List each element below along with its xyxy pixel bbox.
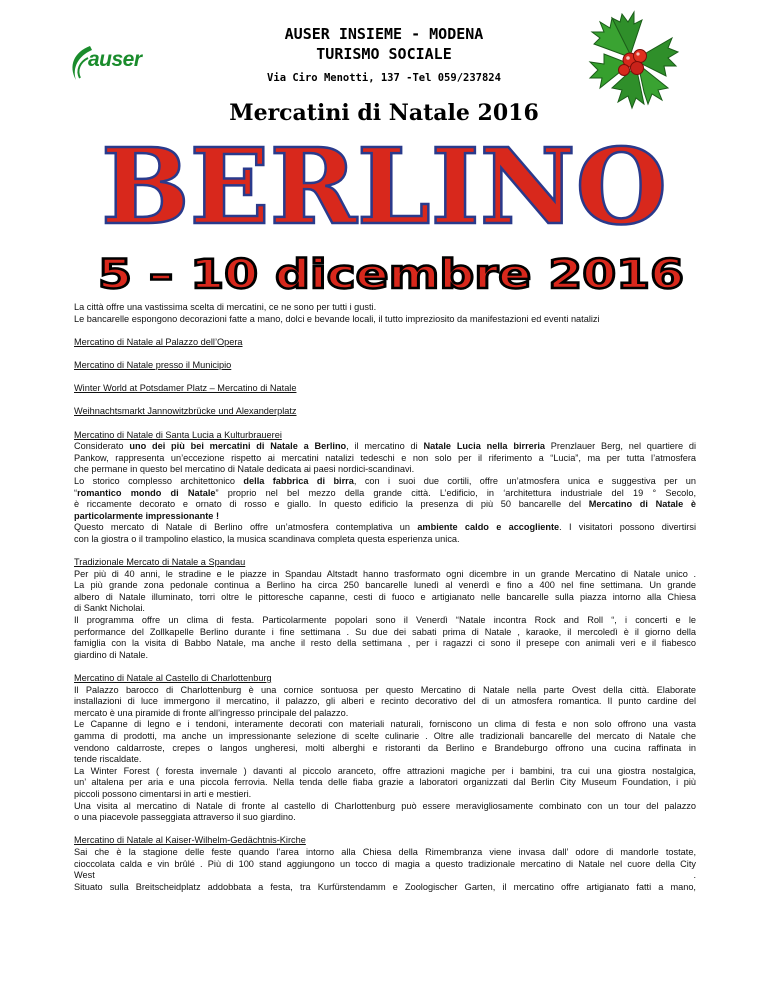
section-title: Mercatino di Natale di Santa Lucia a Kulturbrauerei [74,429,282,440]
section-title: Mercatino di Natale al Kaiser-Wilhelm-Gedächtnis-Kirche [74,835,306,846]
city-name: BERLINO [101,135,667,235]
paragraph-line: Per più di 40 anni, le stradine e le piazze in Spandau Altstadt hanno trasformato ogni dicembre in un grande Mercatino di Natale unico . [74,568,696,579]
paragraph-line: che permane in questo bel mercatino di Natale dedicata ai paesi nordici-scandinavi. [74,464,415,475]
intro-line: La città offre una vastissima scelta di mercatini, ce ne sono per tutti i gusti. [74,302,377,312]
section-title: Mercatino di Natale al Palazzo dell’Opera [74,336,243,347]
paragraph-line: Questo mercato di Natale di Berlino offre un’atmosfera contemplativa un ambiente caldo e accogliente. I visitatori possono divertirsi [74,522,696,533]
logo-text: auser [88,48,142,71]
paragraph-line: Lo storico complesso architettonico della fabbrica di birra, con i suoi due cortili, offre un’atmosfera unica e suggestiva per un [74,475,696,486]
paragraph-line: albero di Natale illuminato, torri oltre le pittoresche capanne, cesti di fuoco e artigianato nelle bancarelle sulla piazza intorno alla Chiesa [74,591,696,602]
paragraph-line: mercato è una piramide di fronte all’ingresso principale del palazzo. [74,707,349,718]
section-title: Tradizionale Mercato di Natale a Spandau [74,557,246,568]
paragraph-line: cioccolata calda e vin brûlé . Più di 100 stand aggiungono un tocco di magia a questo tradizionale mercatino di Natale nel cuore della City [74,858,696,869]
section-title: Mercatino di Natale presso il Municipio [74,359,232,370]
header-block [200,25,568,88]
paragraph-line: Una visita al mercatino di Natale di fronte al castello di Charlottenburg può essere meravigliosamente combinato con un tour del palazzo [74,800,696,811]
paragraph-line: Sai che è la stagione delle feste quando l’area intorno alla Chiesa della Rimembranza viene invasa dall’ odore di mandorle tostate, [74,846,696,857]
org-address: Via Ciro Menotti, 137 -Tel 059/237824 [267,72,501,84]
intro-line: Le bancarelle espongono decorazioni fatte a mano, dolci e bevande locali, il tutto impreziosito da manifestazioni ed eventi natalizi [74,313,600,324]
section-title: Winter World at Potsdamer Platz – Mercatino di Natale [74,383,297,394]
paragraph-line: La Winter Forest ( foresta invernale ) davanti al piccolo aranceto, offre attrazioni magiche per i bambini, tra cui una giostra nostalgica, [74,765,696,776]
paragraph-line: “romantico mondo di Natale” proprio nel bel mezzo della grande città. L’edificio, in ‘architettura industriale del 19 ° Secolo, [74,487,696,498]
paragraph-line: Il Palazzo barocco di Charlottenburg è una cornice sontuosa per questo Mercatino di Natale nella parte Ovest della città. Elaborate [74,684,696,695]
paragraph-line: famiglia con la visita di Babbo Natale, ma anche il resto della settimana , per i ragazzi ci sono il presepe con animali veri e il fiabesco [74,638,696,649]
paragraph-line: La più grande zona pedonale continua a Berlino ha circa 250 bancarelle lunedì al venerdì e fino a 400 nel fine settimana. Un grande [74,580,696,591]
city-wordart [98,135,670,235]
document-body [74,302,696,893]
paragraph-line: performance del Zollkapelle Berlino durante i fine settimana . Su due dei sabati prima di Natale , karaoke, il mercoledì è il giorno della [74,626,696,637]
paragraph-line: particolarmente impressionante ! [74,510,219,521]
paragraph-line: è riccamente decorato e ornato di rosso e giallo. In questo edificio la presenza di più 50 bancarelle del Mercatino di Natale è [74,499,697,510]
paragraph-line: giardino di Natale. [74,649,149,660]
dates-wordart [98,248,698,298]
paragraph-line: West . [74,870,696,881]
paragraph-line: gamma di prodotti, ma anche un impressionante selezione di scelte culinarie . Oltre alle tradizionali bancarelle del mercato di Natale che [74,730,696,741]
paragraph-line: Il programma offre un clima di festa. Particolarmente popolari sono il Venerdì “Natale incontra Rock and Roll “, i concerti e le [74,615,696,626]
paragraph-line: di Sankt Nicholai. [74,603,145,614]
paragraph-line: o una piacevole passeggiata attraverso il suo giardino. [74,812,296,823]
page-title: Mercatini di Natale 2016 [229,100,539,126]
paragraph-line: Pankow, rappresenta un’eccezione rispetto ai mercatini natalizi tedeschi e non solo per il riferimento a “Lucia”, ma per tutta l’atmosfera [74,452,696,463]
paragraph-line: Le Capanne di legno e i tendoni, interamente decorati con materiali naturali, forniscono un clima di festa e non solo offrono una vasta [74,719,696,730]
paragraph-line: piccoli possono cimentarsi in arti e mestieri. [74,788,252,799]
event-dates: 5 – 10 dicembre 2016 [98,252,684,298]
org-name: AUSER INSIEME - MODENA [284,25,484,43]
paragraph-line: un’ altalena per aria e una piccola ferrovia. Nella tenda delle fiaba grazie a laboratori organizzati dal Berlin City Museum Foundation, i più [74,777,696,788]
section-title: Weihnachtsmarkt Jannowitzbrücke und Alexanderplatz [74,406,297,417]
paragraph-line: installazioni di luce immergono il mercatino, il palazzo, gli alberi e recinto decorativo del di un atmosfera romantica. Il punto cardine del [74,696,696,707]
paragraph-line: con la giostra o il trampolino elastico, la musica scandinava completa questa esperienza unica. [74,533,460,544]
paragraph-line: Considerato uno dei più bei mercatini di Natale a Berlino, il mercatino di Natale Lucia nella birreria Prenzlauer Berg, nel quartiere di [74,441,697,452]
paragraph-line: vendono caldarroste, crepes o langos ungheresi, molti alberghi e ristoranti da Berlino e Brandeburgo offrono una cucina raffinata in [74,742,696,753]
section-title: Mercatino di Natale al Castello di Charlottenburg [74,673,272,683]
auser-logo [66,38,181,88]
holly-icon [582,8,682,110]
paragraph-line: Situato sulla Breitscheidplatz addobbata a festa, tra Kurfürstendamm e Zoologischer Garten, il mercatino offre artigianato fatti a mano, [74,881,696,892]
org-subtitle: TURISMO SOCIALE [316,45,452,63]
paragraph-line: tende riscaldate. [74,754,142,765]
